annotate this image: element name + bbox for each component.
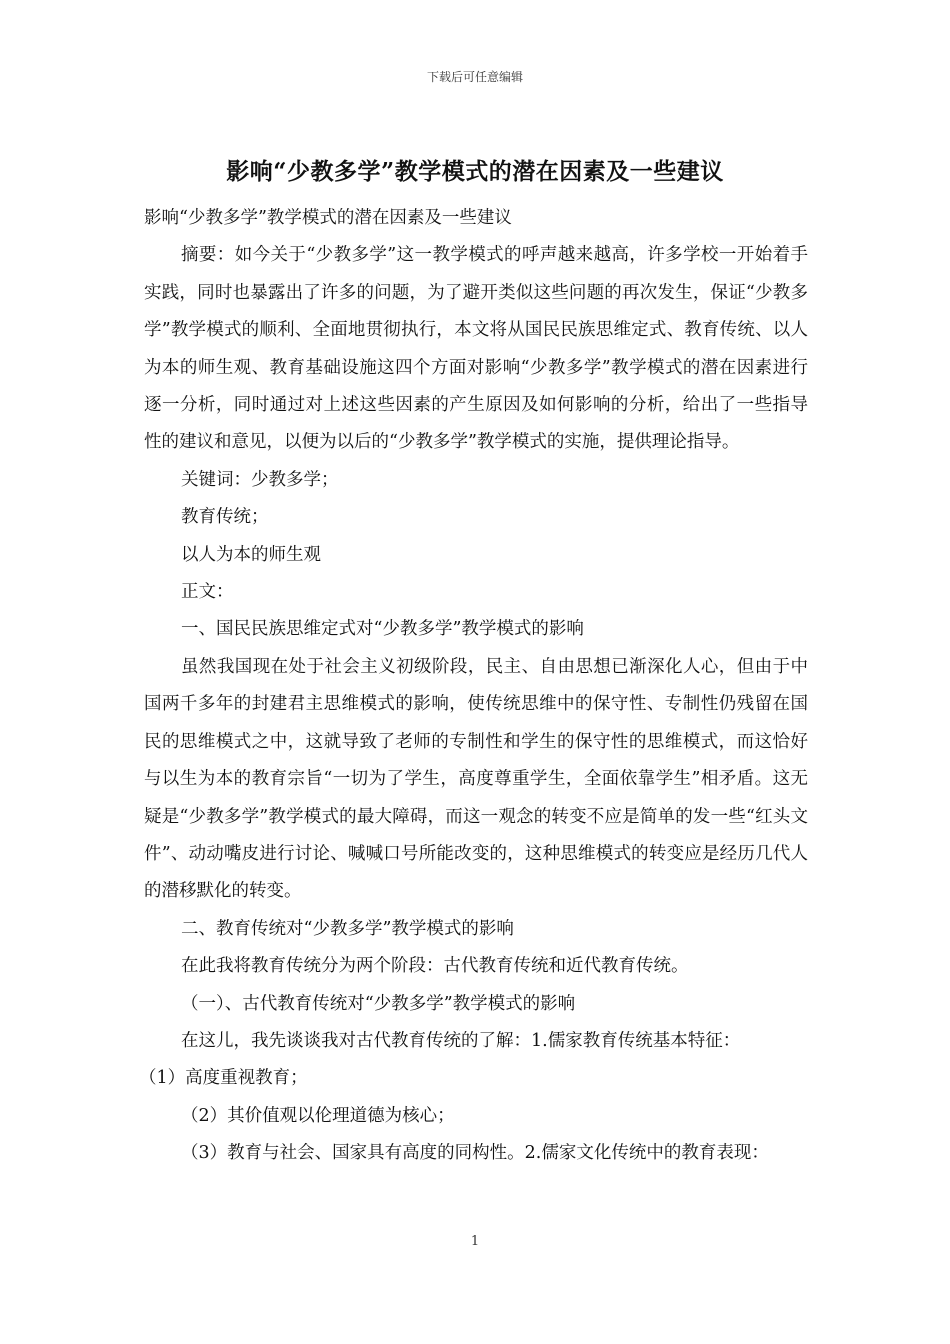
section-paragraph: 在此我将教育传统分为两个阶段：古代教育传统和近代教育传统。	[181, 956, 689, 977]
abstract-paragraph: 摘要：如今关于“少教多学”这一教学模式的呼声越来越高，许多学校一开始着手实践，同时也暴露出了许多的问题，为了避开类似这些问题的再次发生，保证“少教多学”教学模式的顺利、全面地贯彻执行，本文将从国民民族思维定式、教育传统、以人为本的师生观、教育基础设施这四个方面对影响“少教多学”教学模式的潜在因素进行逐一分析，同时通过对上述这些因素的产生原因及如何影响的分析，给出了一些指导性的建议和意见，以便为以后的“少教多学”教学模式的实施，提供理论指导。	[144, 245, 808, 453]
keyword-item: 以人为本的师生观	[181, 544, 321, 565]
subsection-heading: （一）、古代教育传统对“少教多学”教学模式的影响	[181, 993, 576, 1014]
document-body	[139, 200, 808, 1173]
document-title: 影响“少教多学”教学模式的潜在因素及一些建议	[226, 158, 724, 185]
section-heading: 一、国民民族思维定式对“少教多学”教学模式的影响	[181, 619, 584, 640]
section-paragraph: 虽然我国现在处于社会主义初级阶段，民主、自由思想已渐深化人心，但由于中国两千多年的封建君主思维模式的影响，使传统思维中的保守性、专制性仍残留在国民的思维模式之中，这就导致了老师的专制性和学生的保守性的思维模式，而这恰好与以生为本的教育宗旨“一切为了学生，高度尊重学生，全面依靠学生”相矛盾。这无疑是“少教多学”教学模式的最大障碍，而这一观念的转变不应是简单的发一些“红头文件”、动动嘴皮进行讨论、喊喊口号所能改变的，这种思维模式的转变应是经历几代人的潜移默化的转变。	[144, 656, 808, 902]
body-label: 正文：	[181, 582, 234, 603]
page-header: 下载后可任意编辑	[426, 70, 523, 84]
keyword-item: 教育传统；	[181, 507, 269, 528]
list-item: （1）高度重视教育；	[139, 1068, 308, 1089]
list-item: （2）其价值观以伦理道德为核心；	[181, 1105, 455, 1126]
keywords-line: 关键词：少教多学；	[181, 469, 339, 490]
subtitle-line: 影响“少教多学”教学模式的潜在因素及一些建议	[144, 208, 512, 228]
section-heading: 二、教育传统对“少教多学”教学模式的影响	[181, 918, 514, 939]
page-number: 1	[470, 1234, 480, 1249]
section-paragraph: 在这儿，我先谈谈我对古代教育传统的了解：1.儒家教育传统基本特征：	[181, 1030, 741, 1051]
list-item: （3）教育与社会、国家具有高度的同构性。2.儒家文化传统中的教育表现：	[181, 1143, 769, 1164]
